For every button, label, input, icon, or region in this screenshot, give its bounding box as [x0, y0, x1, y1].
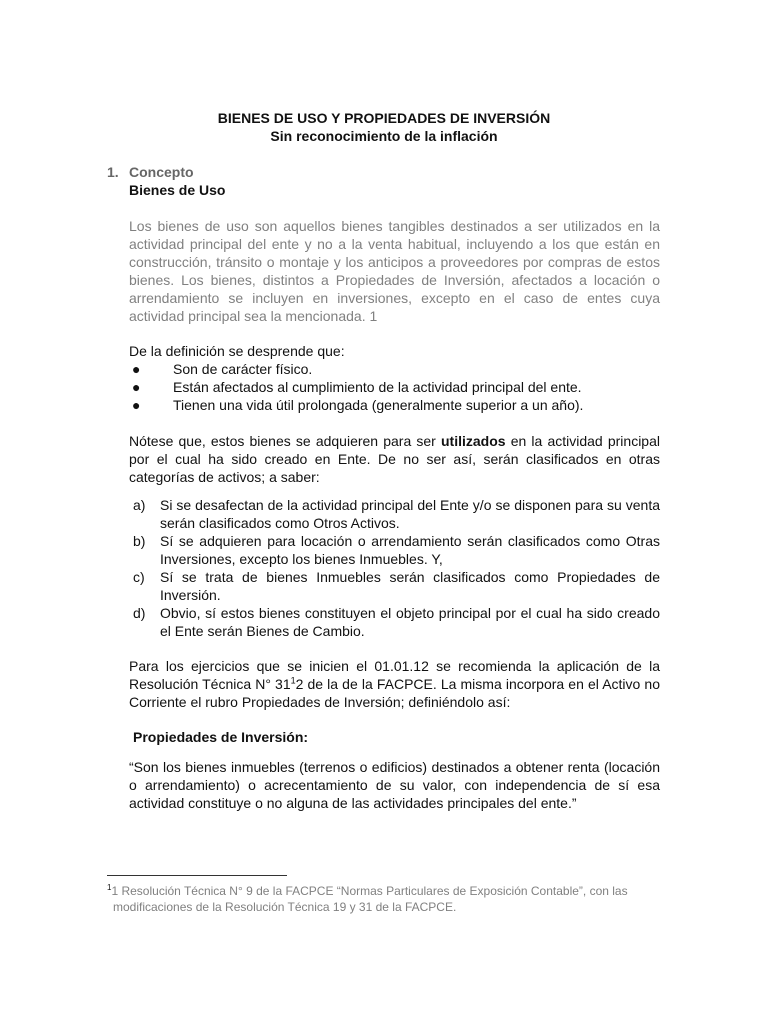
document-subtitle: Sin reconocimiento de la inflación	[270, 128, 498, 144]
notese-paragraph	[129, 432, 660, 486]
section-number: 1.	[107, 164, 119, 180]
section-title: Concepto	[129, 164, 194, 180]
list-item	[129, 396, 660, 414]
notese-text-start: Nótese que, estos bienes se adquieren para ser	[129, 433, 441, 449]
footnote-line-2: modificaciones de la Resolución Técnica 19 y 31 de la FACPCE.	[113, 900, 457, 914]
list-item	[129, 532, 660, 568]
footnote	[107, 883, 667, 915]
footnote-line-1: 1 Resolución Técnica N° 9 de la FACPCE “Normas Particulares de Exposición Contable”, con las	[111, 884, 628, 898]
list-item-text: Sí se trata de bienes Inmuebles serán clasificados como Propiedades de Inversión.	[160, 569, 660, 603]
ejercicios-text-end: 2 de la de la FACPCE. La misma incorpora en el Activo no Corriente el rubro Propiedades de Inversión; definiéndolo así:	[129, 676, 660, 710]
list-item-text: Obvio, sí estos bienes constituyen el objeto principal por el cual ha sido creado el Ente serán Bienes de Cambio.	[160, 605, 660, 639]
section-subtitle: Bienes de Uso	[129, 182, 226, 198]
list-item-text: Sí se adquieren para locación o arrendamiento serán clasificados como Otras Inversiones, excepto los bienes Inmuebles. Y,	[160, 533, 660, 567]
list-item-text: Son de carácter físico.	[173, 361, 313, 377]
document-title: BIENES DE USO Y PROPIEDADES DE INVERSIÓN	[217, 110, 551, 126]
list-item-label: a)	[133, 497, 146, 513]
ejercicios-paragraph	[129, 657, 660, 711]
notese-text-end: en la actividad principal por el cual ha sido creado en Ente. De no ser así, serán clasificados en otras categorías de activos; a saber:	[129, 433, 660, 485]
bullet-icon: ●	[132, 379, 141, 395]
footnote-marker: 1	[107, 883, 112, 892]
ejercicios-text-start: Para los ejercicios que se inicien el 01.01.12 se recomienda la aplicación de la Resolución Técnica N° 31	[129, 658, 660, 692]
list-item-text: Tienen una vida útil prolongada (generalmente superior a un año).	[173, 397, 584, 413]
definition-quote: “Son los bienes inmuebles (terrenos o edificios) destinados a obtener renta (locación o arrendamiento) o acrecentamiento de su valor, con independencia de sí esa actividad constituye o no alguna de las actividades principales del ente.”	[129, 759, 660, 811]
notese-emphasis: utilizados	[441, 433, 506, 449]
propiedades-heading: Propiedades de Inversión:	[133, 729, 309, 745]
characteristics-list	[129, 360, 660, 414]
list-item	[129, 496, 660, 532]
list-item-label: d)	[133, 605, 146, 621]
footnote-divider	[107, 875, 287, 876]
list-item	[129, 604, 660, 640]
list-item	[129, 568, 660, 604]
list-item	[129, 360, 660, 378]
list-item-text: Están afectados al cumplimiento de la actividad principal del ente.	[173, 379, 582, 395]
list-item-label: c)	[133, 569, 145, 585]
list-item-label: b)	[133, 533, 146, 549]
classification-cases-list	[129, 496, 660, 640]
list-item-text: Si se desafectan de la actividad principal del Ente y/o se disponen para su venta serán clasificados como Otros Activos.	[160, 497, 660, 531]
bullet-icon: ●	[132, 397, 141, 413]
intro-paragraph: Los bienes de uso son aquellos bienes tangibles destinados a ser utilizados en la actividad principal del ente y no a la venta habitual, incluyendo a los que están en construcción, tránsito o montaje y los anticipos a proveedores por compras de estos bienes. Los bienes, distintos a Propiedades de Inversión, afectados a locación o arrendamiento se incluyen en inversiones, excepto en el caso de entes cuya actividad principal sea la mencionada. 1	[129, 218, 660, 324]
bullet-icon: ●	[132, 361, 141, 377]
footnote-reference[interactable]: 1	[290, 675, 296, 686]
definition-lead-paragraph: De la definición se desprende que:	[129, 343, 345, 359]
list-item	[129, 378, 660, 396]
